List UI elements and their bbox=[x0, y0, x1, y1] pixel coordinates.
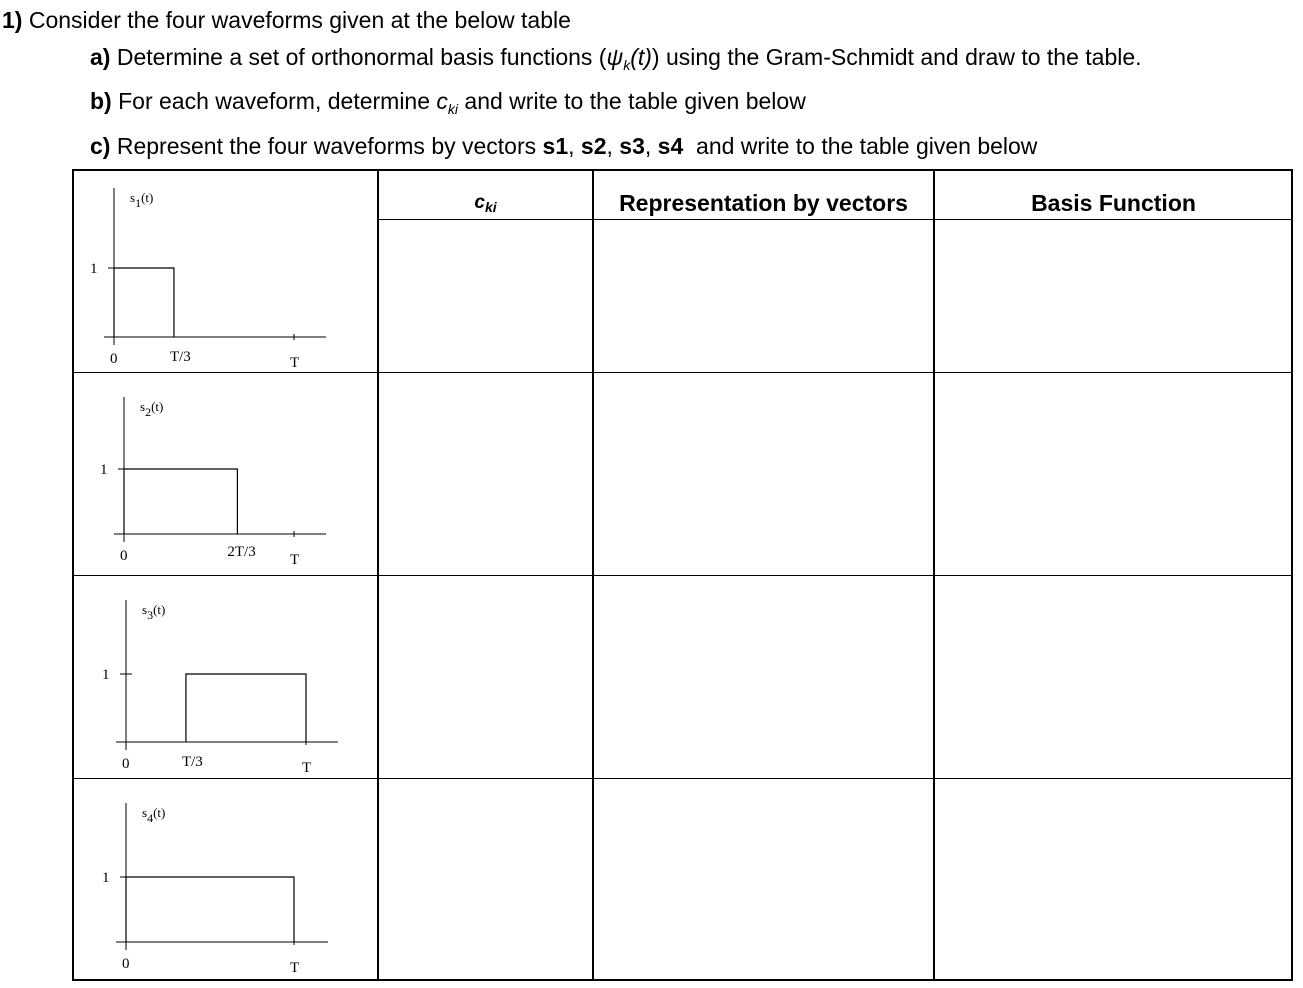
question-number: 1) bbox=[2, 7, 23, 33]
vector-s3: s3 bbox=[619, 133, 645, 159]
pulse bbox=[114, 268, 174, 337]
psi-arg: (t) bbox=[630, 44, 652, 70]
waveform-index: 3 bbox=[147, 608, 154, 622]
header-cki-sub: ki bbox=[484, 199, 497, 215]
y-label-level: 1 bbox=[90, 261, 98, 277]
waveform-index: 4 bbox=[147, 811, 154, 825]
x-label-T: T bbox=[302, 760, 312, 776]
x-label-mid: 2T/3 bbox=[227, 544, 256, 560]
x-label-origin: 0 bbox=[110, 351, 118, 367]
part-a-text-1: Determine a set of orthonormal basis functions ( bbox=[116, 44, 607, 70]
x-label-mid: T/3 bbox=[181, 754, 203, 770]
table-border-bottom bbox=[72, 979, 1293, 981]
header-cki bbox=[379, 189, 592, 221]
y-label-level: 1 bbox=[102, 870, 110, 886]
x-label-origin: 0 bbox=[120, 548, 128, 564]
waveform-plot-s1 bbox=[80, 180, 340, 370]
pulse bbox=[126, 877, 294, 942]
header-representation: Representation by vectors bbox=[619, 190, 908, 216]
waveform-index: 2 bbox=[145, 405, 152, 419]
waveform-plot-s2 bbox=[80, 383, 350, 573]
waveform-plot-s3 bbox=[80, 586, 350, 776]
question-intro-text: Consider the four waveforms given at the below table bbox=[28, 7, 571, 33]
vector-s1: s1 bbox=[542, 133, 569, 159]
row-divider-1 bbox=[72, 372, 1293, 373]
part-c: c) Represent the four waveforms by vectors s1, s2, s3, s4 and write to the table given below bbox=[90, 133, 1038, 159]
x-label-T: T bbox=[290, 552, 300, 568]
part-a-label: a) bbox=[90, 44, 111, 70]
vector-s2: s2 bbox=[580, 133, 607, 159]
waveform-title bbox=[142, 805, 165, 825]
waveform-arg: (t) bbox=[153, 602, 166, 617]
waveform-index: 1 bbox=[135, 196, 142, 210]
y-label-level: 1 bbox=[100, 462, 108, 478]
question-intro bbox=[2, 6, 571, 34]
row-divider-2 bbox=[72, 575, 1293, 576]
waveform-name: s bbox=[140, 399, 146, 414]
cki-symbol: c bbox=[436, 88, 448, 114]
waveform-title bbox=[142, 602, 165, 622]
part-c-text-1: Represent the four waveforms by vectors bbox=[116, 133, 537, 159]
pulse bbox=[186, 674, 306, 742]
table-border-top bbox=[72, 169, 1293, 171]
waveform-title bbox=[130, 190, 153, 210]
cki-subscript: ki bbox=[447, 101, 459, 117]
vector-s4: s4 bbox=[657, 133, 684, 159]
part-a bbox=[90, 43, 1142, 79]
waveform-arg: (t) bbox=[153, 805, 166, 820]
x-label-mid: T/3 bbox=[169, 349, 191, 365]
psi-subscript: k bbox=[623, 57, 631, 73]
row-divider-3 bbox=[72, 778, 1293, 779]
waveform-name: s bbox=[142, 602, 148, 617]
pulse bbox=[124, 469, 237, 534]
part-b-text-1: For each waveform, determine bbox=[118, 88, 431, 114]
waveform-arg: (t) bbox=[151, 399, 164, 414]
x-label-T: T bbox=[290, 960, 300, 976]
waveform-title bbox=[140, 399, 163, 419]
x-label-T: T bbox=[290, 355, 300, 371]
waveform-arg: (t) bbox=[141, 190, 154, 205]
waveform-name: s bbox=[142, 805, 148, 820]
part-b-text-2: and write to the table given below bbox=[464, 88, 806, 114]
part-b-label: b) bbox=[90, 88, 112, 114]
waveform-plot-s4 bbox=[80, 789, 350, 979]
waveform-name: s bbox=[130, 190, 136, 205]
y-label-level: 1 bbox=[102, 667, 110, 683]
header-cki-c: c bbox=[474, 192, 485, 213]
header-basis-function: Basis Function bbox=[1031, 190, 1196, 216]
x-label-origin: 0 bbox=[122, 956, 130, 972]
part-c-label: c) bbox=[90, 133, 111, 159]
part-a-text-2: ) using the Gram-Schmidt and draw to the table. bbox=[651, 44, 1142, 70]
x-label-origin: 0 bbox=[122, 756, 130, 772]
part-b bbox=[90, 87, 806, 123]
psi-symbol: ψ bbox=[606, 44, 624, 70]
part-c-text-2: and write to the table given below bbox=[696, 133, 1038, 159]
